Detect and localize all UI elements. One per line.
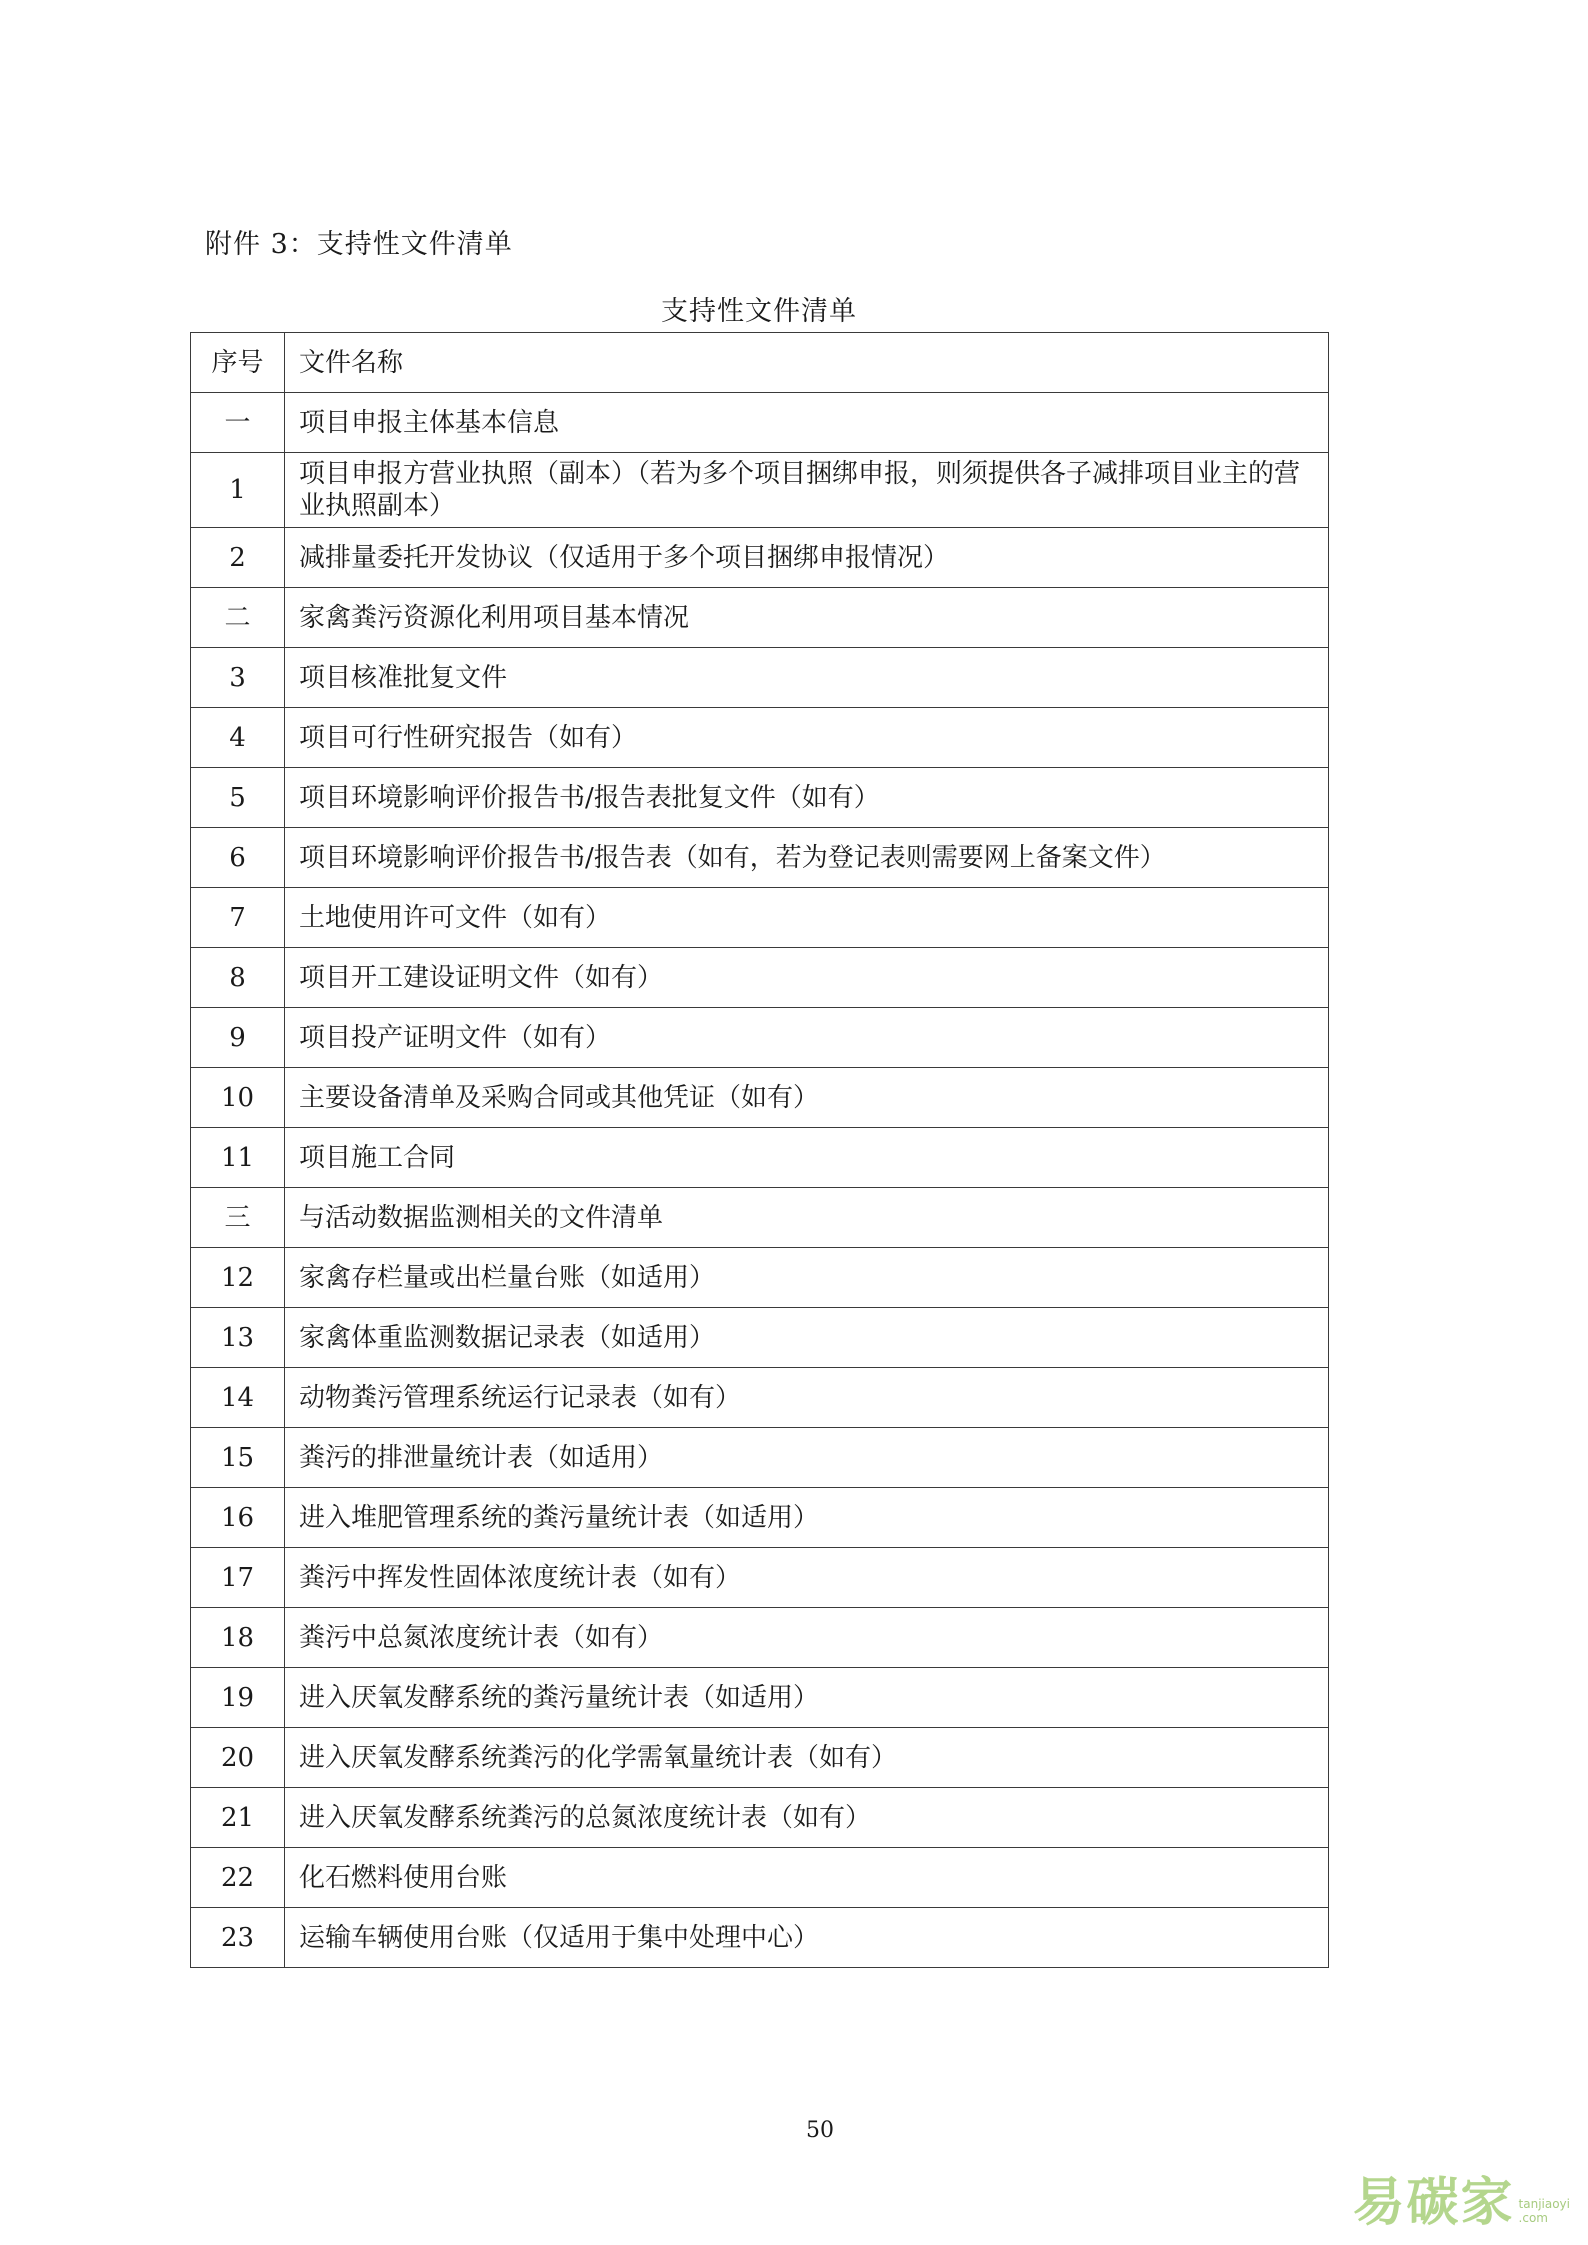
row-name-cell: 动物粪污管理系统运行记录表（如有） bbox=[285, 1368, 1329, 1428]
row-name-cell: 进入厌氧发酵系统粪污的化学需氧量统计表（如有） bbox=[285, 1728, 1329, 1788]
row-name-cell: 主要设备清单及采购合同或其他凭证（如有） bbox=[285, 1068, 1329, 1128]
watermark bbox=[1353, 2175, 1570, 2231]
row-name-cell: 进入堆肥管理系统的粪污量统计表（如适用） bbox=[285, 1488, 1329, 1548]
row-number-cell: 5 bbox=[191, 768, 285, 828]
row-name-cell: 粪污中挥发性固体浓度统计表（如有） bbox=[285, 1548, 1329, 1608]
table-row bbox=[191, 1668, 1329, 1728]
table-row bbox=[191, 1728, 1329, 1788]
row-number-cell: 22 bbox=[191, 1848, 285, 1908]
table-row bbox=[191, 1488, 1329, 1548]
page-number: 50 bbox=[806, 2118, 834, 2143]
table-header-row bbox=[191, 333, 1329, 393]
row-name-cell: 项目环境影响评价报告书/报告表批复文件（如有） bbox=[285, 768, 1329, 828]
document-list-table bbox=[190, 332, 1329, 1968]
row-number-cell: 23 bbox=[191, 1908, 285, 1968]
header-cell-no: 序号 bbox=[191, 333, 285, 393]
table-row bbox=[191, 1128, 1329, 1188]
watermark-site: tanjiaoyi bbox=[1518, 2197, 1570, 2211]
table-row bbox=[191, 528, 1329, 588]
row-number-cell: 13 bbox=[191, 1308, 285, 1368]
row-name-cell: 土地使用许可文件（如有） bbox=[285, 888, 1329, 948]
row-number-cell: 2 bbox=[191, 528, 285, 588]
table-row bbox=[191, 648, 1329, 708]
row-number-cell: 1 bbox=[191, 453, 285, 528]
row-number-cell: 16 bbox=[191, 1488, 285, 1548]
row-name-cell: 项目申报主体基本信息 bbox=[285, 393, 1329, 453]
watermark-sub bbox=[1519, 2197, 1570, 2225]
row-name-cell: 家禽存栏量或出栏量台账（如适用） bbox=[285, 1248, 1329, 1308]
row-name-cell: 减排量委托开发协议（仅适用于多个项目捆绑申报情况） bbox=[285, 528, 1329, 588]
table-row bbox=[191, 1368, 1329, 1428]
table-row bbox=[191, 1308, 1329, 1368]
row-number-cell: 7 bbox=[191, 888, 285, 948]
row-number-cell: 19 bbox=[191, 1668, 285, 1728]
row-name-cell: 项目可行性研究报告（如有） bbox=[285, 708, 1329, 768]
row-name-cell: 运输车辆使用台账（仅适用于集中处理中心） bbox=[285, 1908, 1329, 1968]
table-row bbox=[191, 1248, 1329, 1308]
attachment-heading: 附件 3：支持性文件清单 bbox=[205, 229, 513, 260]
table-row bbox=[191, 888, 1329, 948]
table-row bbox=[191, 828, 1329, 888]
row-name-cell: 项目核准批复文件 bbox=[285, 648, 1329, 708]
row-name-cell: 进入厌氧发酵系统粪污的总氮浓度统计表（如有） bbox=[285, 1788, 1329, 1848]
table-row bbox=[191, 453, 1329, 528]
row-number-cell: 10 bbox=[191, 1068, 285, 1128]
row-name-cell: 家禽体重监测数据记录表（如适用） bbox=[285, 1308, 1329, 1368]
row-number-cell: 4 bbox=[191, 708, 285, 768]
row-number-cell: 21 bbox=[191, 1788, 285, 1848]
table-row bbox=[191, 1008, 1329, 1068]
row-number-cell: 三 bbox=[191, 1188, 285, 1248]
row-number-cell: 9 bbox=[191, 1008, 285, 1068]
table-row bbox=[191, 1788, 1329, 1848]
row-number-cell: 14 bbox=[191, 1368, 285, 1428]
row-number-cell: 3 bbox=[191, 648, 285, 708]
row-number-cell: 6 bbox=[191, 828, 285, 888]
table-title: 支持性文件清单 bbox=[661, 296, 857, 327]
table-row bbox=[191, 1908, 1329, 1968]
table-row bbox=[191, 948, 1329, 1008]
row-number-cell: 17 bbox=[191, 1548, 285, 1608]
table-row bbox=[191, 768, 1329, 828]
row-name-cell: 进入厌氧发酵系统的粪污量统计表（如适用） bbox=[285, 1668, 1329, 1728]
table-row bbox=[191, 1848, 1329, 1908]
row-name-cell: 化石燃料使用台账 bbox=[285, 1848, 1329, 1908]
table-row bbox=[191, 1428, 1329, 1488]
table-row bbox=[191, 1548, 1329, 1608]
watermark-domain: .com bbox=[1518, 2211, 1548, 2225]
row-number-cell: 11 bbox=[191, 1128, 285, 1188]
row-number-cell: 二 bbox=[191, 588, 285, 648]
row-name-cell: 项目环境影响评价报告书/报告表（如有，若为登记表则需要网上备案文件） bbox=[285, 828, 1329, 888]
row-number-cell: 15 bbox=[191, 1428, 285, 1488]
row-number-cell: 8 bbox=[191, 948, 285, 1008]
row-number-cell: 18 bbox=[191, 1608, 285, 1668]
row-number-cell: 20 bbox=[191, 1728, 285, 1788]
row-name-cell: 家禽粪污资源化利用项目基本情况 bbox=[285, 588, 1329, 648]
header-cell-name: 文件名称 bbox=[285, 333, 1329, 393]
table-row bbox=[191, 393, 1329, 453]
table-row bbox=[191, 1188, 1329, 1248]
row-number-cell: 一 bbox=[191, 393, 285, 453]
row-name-cell: 项目申报方营业执照（副本）（若为多个项目捆绑申报，则须提供各子减排项目业主的营业执照副本） bbox=[285, 453, 1329, 528]
watermark-logo: 易碳家 bbox=[1352, 2173, 1515, 2233]
table-row bbox=[191, 588, 1329, 648]
row-name-cell: 粪污的排泄量统计表（如适用） bbox=[285, 1428, 1329, 1488]
row-name-cell: 粪污中总氮浓度统计表（如有） bbox=[285, 1608, 1329, 1668]
row-name-cell: 项目开工建设证明文件（如有） bbox=[285, 948, 1329, 1008]
row-name-cell: 项目投产证明文件（如有） bbox=[285, 1008, 1329, 1068]
table-row bbox=[191, 708, 1329, 768]
row-number-cell: 12 bbox=[191, 1248, 285, 1308]
table-row bbox=[191, 1608, 1329, 1668]
row-name-cell: 与活动数据监测相关的文件清单 bbox=[285, 1188, 1329, 1248]
table-row bbox=[191, 1068, 1329, 1128]
row-name-cell: 项目施工合同 bbox=[285, 1128, 1329, 1188]
